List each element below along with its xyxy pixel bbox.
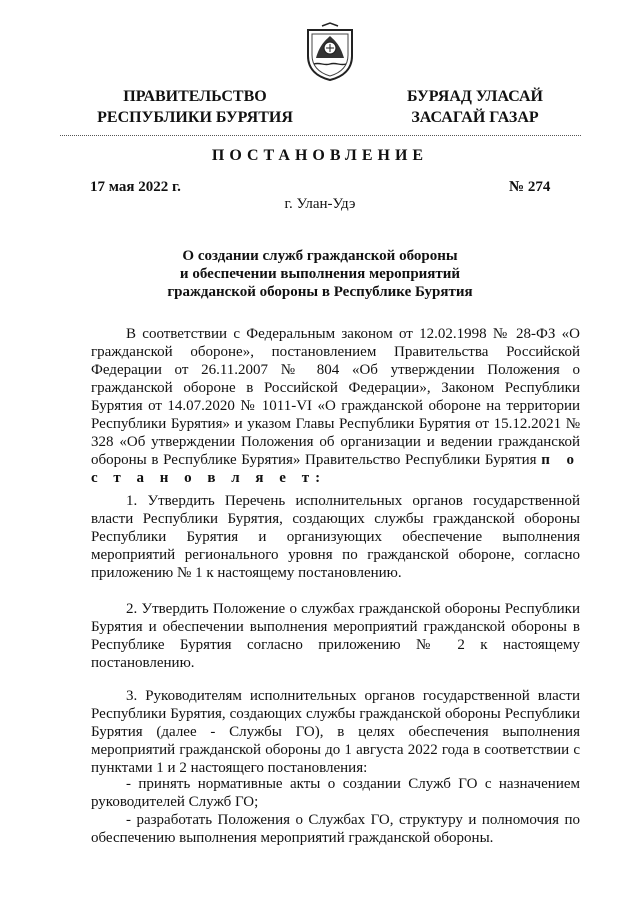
item-3-subitem-b: - разработать Положения о Службах ГО, структуру и полномочия по обеспечению выполнения мероприятий гражданской обороны. bbox=[91, 812, 580, 846]
item-1-paragraph: 1. Утвердить Перечень исполнительных органов государственной власти Республики Бурятия, создающих службы гражданской обороны Республики Бурятия и организующих обеспечение выполнения мероприятий регионального уровня по гражданской обороне, согласно приложению № 1 к настоящему постановлению. bbox=[91, 493, 580, 581]
item-2-paragraph: 2. Утвердить Положение о службах гражданской обороны Республики Бурятия и обеспечении выполнения мероприятий гражданской обороны в Республике Бурятия согласно приложению № 2 к настоящему постановлению. bbox=[91, 601, 580, 671]
header-divider bbox=[60, 135, 581, 136]
document-city: г. Улан-Удэ bbox=[284, 196, 356, 212]
subject-line2: и обеспечении выполнения мероприятий bbox=[179, 266, 461, 282]
item-3-subitem-a: - принять нормативные акты о создании Служб ГО с назначением руководителей Служб ГО; bbox=[91, 776, 580, 810]
subject-line3: гражданской обороны в Республике Бурятия bbox=[167, 284, 473, 300]
preamble-text: В соответствии с Федеральным законом от 12.02.1998 № 28-ФЗ «О гражданской обороне», постановлением Правительства Российской Федерации от 26.11.2007 № 804 «Об утверждении Положения о гражданской обороне в Российской Федерации», Законом Республики Бурятия от 14.07.2020 № 1011-VI «О гражданской обороне на территории Республики Бурятия» и указом Главы Республики Бурятия от 15.12.2021 № 328 «Об утверждении Положения об организации и ведении гражданской обороны в Республике Бурятия» Правительство Республики Бурятия bbox=[91, 326, 580, 468]
header-right-line1: БУРЯАД УЛАСАЙ bbox=[407, 88, 543, 105]
header-right-line2: ЗАСАГАЙ ГАЗАР bbox=[411, 109, 539, 126]
document-number: № 274 bbox=[509, 179, 551, 195]
document-type-title: ПОСТАНОВЛЕНИЕ bbox=[211, 147, 429, 164]
government-name-buryat bbox=[392, 86, 558, 128]
subject-line1: О создании служб гражданской обороны bbox=[182, 248, 458, 264]
header-left-line2: РЕСПУБЛИКИ БУРЯТИЯ bbox=[97, 109, 293, 126]
decree-word: п о с т а н о в л я е т: bbox=[91, 452, 580, 486]
document-date: 17 мая 2022 г. bbox=[90, 179, 181, 195]
document-subject bbox=[140, 247, 500, 301]
government-name-russian bbox=[84, 86, 306, 128]
item-3-paragraph: 3. Руководителям исполнительных органов государственной власти Республики Бурятия, создающих службы гражданской обороны Республики Бурятия (далее - Службы ГО), в целях обеспечения выполнения мероприятий гражданской обороны до 1 августа 2022 года в соответствии с пунктами 1 и 2 настоящего постановления: bbox=[91, 688, 580, 776]
header-left-line1: ПРАВИТЕЛЬСТВО bbox=[123, 88, 267, 105]
coat-of-arms-emblem bbox=[302, 22, 358, 82]
preamble-paragraph bbox=[91, 325, 580, 487]
